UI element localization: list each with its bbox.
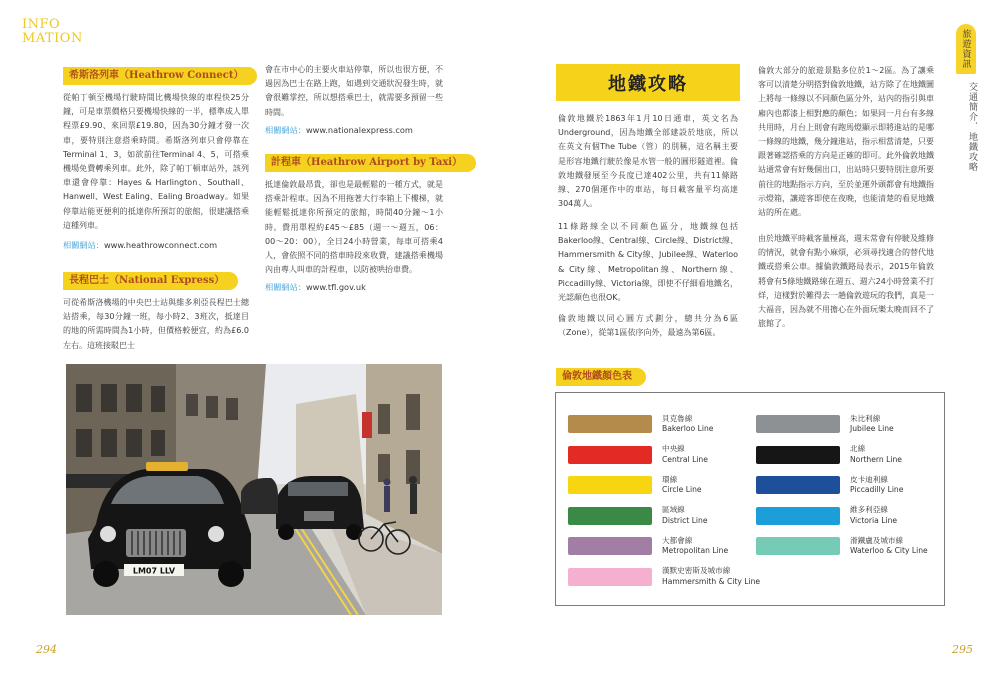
legend-item xyxy=(568,472,702,498)
taxi-link[interactable] xyxy=(265,281,443,294)
line-name-en: District Line xyxy=(662,515,708,525)
line-name-en: Jubilee Line xyxy=(850,424,894,433)
heathrow-connect-body: 從帕丁頓至機場行駛時間比機場快線的車程快25分鐘，可是車票價格只要機場快線的一半，標準成人單程票£9.90、來回票£19.80，因為30分鐘才發一次車，要特別注意搭乘時間。希斯洛列車只會停靠在Terminal 1、3，如欲前往Terminal 4、5，可搭乘機場免費轉乘列車。此外，除了帕丁頓車站外，該列車還會停靠：Hayes & Harlington、Southall、Hanwell、West Ealing、Ealing Broadway。如果停靠站能更便利的抵達你所預訂的旅館，很建議搭乘這種列車。 xyxy=(63,93,249,230)
line-color-swatch xyxy=(756,507,840,525)
legend-label xyxy=(850,505,897,526)
line-name-zh: 中央線 xyxy=(662,444,685,453)
line-name-en: Piccadilly Line xyxy=(850,485,904,494)
taxi-body: 抵達倫敦最昂貴，卻也是最輕鬆的一種方式，就是搭乘計程車。因為不用拖著大行李箱上下樓梯，就能輕鬆抵達你所預定的旅館，時間40分鐘～1小時。費用單程約£45～£85（週一～週五，06：00～20：00），全日24小時營業，每車可搭乘4人，會依照不同的搭車時段來收費，建議搭乘機場內由專人叫車的計程車，以防被哄抬車費。 xyxy=(265,180,443,275)
page-number-right: 295 xyxy=(952,643,973,656)
line-name-zh: 皮卡迪利線 xyxy=(850,474,888,484)
link-label: 相關網站： xyxy=(265,125,306,135)
national-express-body-part2: 會在市中心的主要火車站停靠，所以也很方便，不過因為巴士在路上跑，如遇到交通狀況發生時，就會很難掌控，所以想搭乘巴士，就需要多預留一些時間。 xyxy=(265,65,443,117)
london-street-photo xyxy=(66,364,442,615)
legend-title: 倫敦地鐵顏色表 xyxy=(556,368,646,386)
line-color-swatch xyxy=(568,476,652,494)
line-color-swatch xyxy=(568,415,652,433)
side-section-title: 交通簡介．地鐵攻略 xyxy=(967,82,977,172)
line-color-swatch xyxy=(568,568,652,586)
subway-para-3: 倫敦地鐵以同心圓方式劃分，總共分為6區（Zone），從第1區依序向外，最遠為第6區。 xyxy=(558,314,738,338)
subway-para-4: 倫敦大部分的旅遊景點多位於1～2區。為了讓乘客可以清楚分明搭對倫敦地鐵，站方除了在地鐵圖上將每一條線以不同顏色區分外，站內的指引與車廂內也都漆上相對應的顏色；如果同一月台有多線共用時，月台上則會有跑馬燈顯示即將進站的是哪一條線的地鐵，幾分鐘進站，指示相當清楚，只要跟著確認搭乘的方向是正確的即可。此外倫敦地鐵站通常會有好幾個出口，出站時只要特別注意所要前往的地點指示方向，至於並運外頭都會有地鐵指示燈箱，讓遊客即使在夜晚，也能清楚的看見地鐵站的所在處。 xyxy=(758,66,934,218)
line-name-zh: 漢默史密斯及城市線 xyxy=(662,566,731,575)
legend-label xyxy=(662,536,728,557)
line-color-swatch xyxy=(756,446,840,464)
info-label-line1: INFO xyxy=(22,17,61,32)
subway-para-1: 倫敦地鐵於1863年1月10日通車，英文名為Underground，因為地鐵全部建設於地底，所以在英文有個The Tube（管）的別稱，這名稱主要是形容地鐵行駛於像是水管一般的圓形隧道裡。倫敦地鐵發展至今長度已達402公里，共有11條路線、270個運作中的車站，每日載客量平均高達304萬人。 xyxy=(558,114,738,209)
legend-item xyxy=(568,564,760,590)
line-name-en: Central Line xyxy=(662,454,708,464)
line-name-en: Northern Line xyxy=(850,454,902,464)
legend-item xyxy=(756,503,897,529)
link-label: 相關網站： xyxy=(63,240,104,251)
line-color-swatch xyxy=(568,507,652,525)
side-tab-travel-info: 旅遊資訊 xyxy=(956,24,976,74)
link-url[interactable]: www.tfl.gov.uk xyxy=(305,282,366,293)
heathrow-connect-link[interactable] xyxy=(63,239,249,252)
national-express-body-part1: 可從希斯洛機場的中央巴士站與維多利亞長程巴士總站搭乘，每30分鐘一班，每小時2、3班次，抵達目的地的所需時間為1小時，但價格較便宜，約為£6.0左右。這班接駁巴士 xyxy=(63,298,249,350)
line-name-zh: 大都會線 xyxy=(662,535,693,545)
line-name-en: Waterloo & City Line xyxy=(850,546,928,555)
line-name-zh: 維多利亞線 xyxy=(850,505,888,514)
line-name-en: Metropolitan Line xyxy=(662,546,729,555)
line-name-zh: 北線 xyxy=(850,444,866,453)
line-color-swatch xyxy=(756,476,840,494)
legend-item xyxy=(756,533,928,559)
legend-item xyxy=(756,472,903,498)
legend-label xyxy=(662,475,702,496)
line-name-zh: 區域線 xyxy=(662,505,685,514)
line-name-en: Hammersmith & City Line xyxy=(662,576,761,586)
page-number-left: 294 xyxy=(36,643,57,656)
taxi-title: 計程車（Heathrow Airport by Taxi） xyxy=(265,154,476,172)
line-color-swatch xyxy=(756,415,840,433)
subway-para-2: 11條路線全以不同顏色區分，地鐵線包括Bakerloo線、Central線、Circle線、District線、Hammersmith & City線、Jubilee線、Waterloo & City線、Metropolitan線、Northern線、Piccadilly線、Victoria線，即使不仔細看地鐵名，光認顏色也很OK。 xyxy=(558,222,738,303)
license-plate: LM07 LLV xyxy=(132,566,176,576)
legend-item xyxy=(568,411,713,437)
national-express-title: 長程巴士（National Express） xyxy=(63,272,238,290)
subway-title-box xyxy=(556,64,740,101)
info-label xyxy=(22,18,83,46)
legend-item xyxy=(756,442,902,468)
legend-item xyxy=(568,442,708,468)
line-color-swatch xyxy=(568,446,652,464)
legend-label xyxy=(850,444,902,465)
national-express-link[interactable] xyxy=(265,124,443,137)
info-label-line2: MATION xyxy=(22,31,83,46)
line-name-zh: 滑鐵盧及城市線 xyxy=(850,535,904,545)
line-name-zh: 環線 xyxy=(662,474,678,484)
link-url[interactable]: www.nationalexpress.com xyxy=(305,125,413,135)
link-url[interactable]: www.heathrowconnect.com xyxy=(103,240,218,251)
legend-label xyxy=(850,414,894,435)
street-scene-illustration xyxy=(66,364,442,615)
line-name-en: Bakerloo Line xyxy=(662,424,714,433)
legend-label xyxy=(662,566,760,587)
legend-item xyxy=(568,533,728,559)
legend-item xyxy=(756,411,894,437)
legend-label xyxy=(662,444,708,465)
subway-color-legend xyxy=(555,392,945,606)
subway-para-5: 由於地鐵平時載客量極高，週末常會有停駛及維修的情況，就會有點小麻煩，必須尋找適合的替代地鐵或搭乘公車。據倫敦鐵路局表示，2015年倫敦將會有5條地鐵路線在週五、週六24小時營業不打烊，這樣對於難得去一趟倫敦遊玩的我們，真是一大福音，因為就不用擔心在外面玩樂太晚而回不了旅館了。 xyxy=(758,234,934,329)
legend-label xyxy=(662,505,708,526)
line-color-swatch xyxy=(756,537,840,555)
line-name-zh: 貝克魯線 xyxy=(662,413,693,423)
subway-title: 地鐵攻略 xyxy=(608,73,688,95)
taxi-section xyxy=(265,150,463,294)
legend-label xyxy=(850,475,903,496)
national-express-continued xyxy=(265,63,443,137)
line-name-en: Circle Line xyxy=(662,485,702,494)
legend-item xyxy=(568,503,708,529)
heathrow-connect-section xyxy=(63,63,249,252)
line-color-swatch xyxy=(568,537,652,555)
link-label: 相關網站： xyxy=(265,282,306,293)
legend-label xyxy=(850,536,928,557)
line-name-zh: 朱比利線 xyxy=(850,413,881,423)
national-express-section xyxy=(63,268,249,354)
heathrow-connect-title: 希斯洛列車（Heathrow Connect） xyxy=(63,67,257,85)
legend-label xyxy=(662,414,713,435)
line-name-en: Victoria Line xyxy=(850,515,898,525)
